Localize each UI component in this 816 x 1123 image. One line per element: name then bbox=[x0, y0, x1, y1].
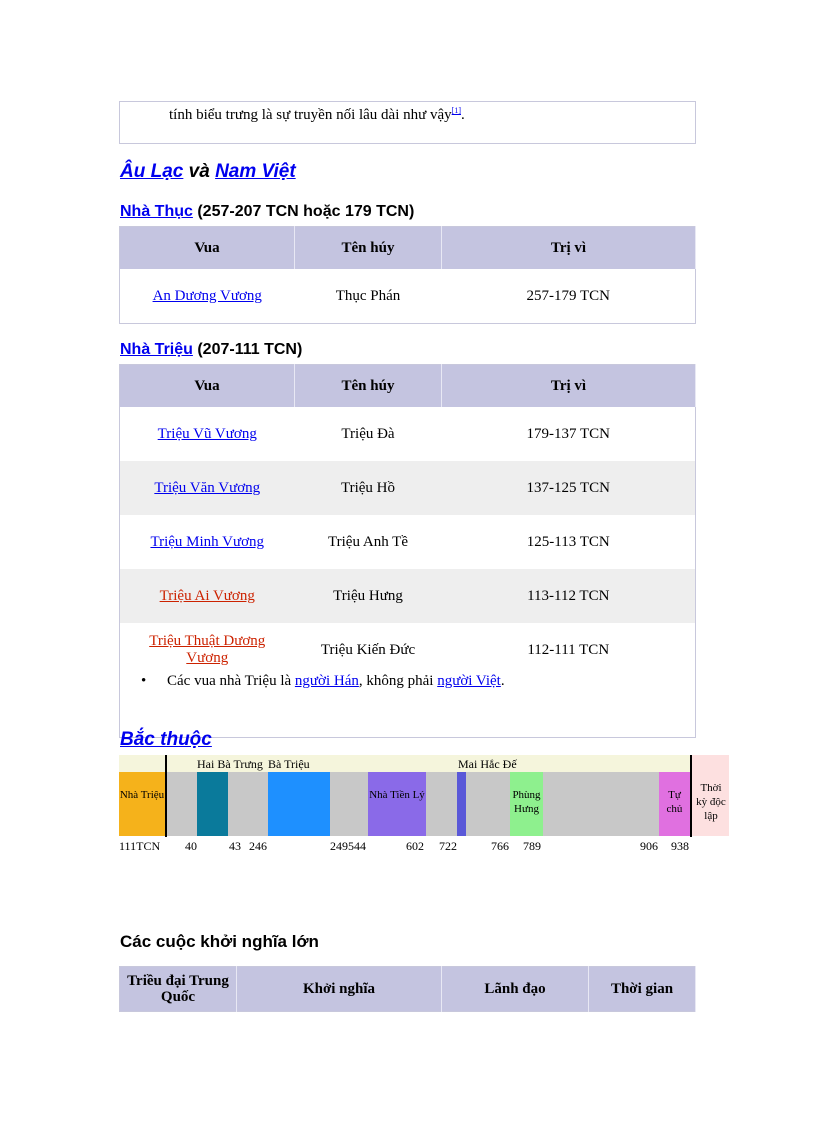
heading-nha-thuc: Nhà Thục (257-207 TCN hoặc 179 TCN) bbox=[120, 203, 415, 220]
col-header-king: Vua bbox=[120, 227, 295, 270]
given-name: Triệu Anh Tề bbox=[327, 533, 408, 550]
year-label: 906 bbox=[640, 839, 658, 853]
segment-mai-hac-de bbox=[457, 772, 466, 836]
col-header-uprising: Khởi nghĩa bbox=[237, 967, 442, 1012]
col-header-name: Tên húy bbox=[295, 227, 442, 270]
king-link[interactable]: An Dương Vương bbox=[152, 287, 262, 304]
table-row bbox=[120, 569, 696, 623]
table-row bbox=[120, 269, 696, 324]
reign: 137-125 TCN bbox=[442, 461, 696, 515]
label-mai-hac-de: Mai Hắc Đế bbox=[458, 757, 517, 771]
col-header-leader: Lãnh đạo bbox=[442, 967, 589, 1012]
given-name: Triệu Đà bbox=[341, 425, 395, 442]
link-nam-viet[interactable]: Nam Việt bbox=[215, 161, 296, 182]
segment-thoi-ky-doc-lap: Thời kỳ độc lập bbox=[692, 755, 729, 836]
table-row bbox=[120, 515, 696, 569]
year-label: 602 bbox=[406, 839, 424, 853]
year-label: 722 bbox=[439, 839, 457, 853]
segment-ba-trieu bbox=[268, 772, 330, 836]
segment-gray bbox=[466, 772, 510, 836]
year-label: 789 bbox=[523, 839, 541, 853]
intro-text: tính biểu trưng là sự truyền nối lâu dài như vậy[1]. bbox=[169, 106, 465, 123]
heading-uprisings: Các cuộc khởi nghĩa lớn bbox=[120, 932, 319, 951]
col-header-name: Tên húy bbox=[295, 365, 442, 408]
segment-gray bbox=[228, 772, 268, 836]
heading-bac-thuoc bbox=[120, 729, 212, 751]
segment-nha-trieu: Nhà Triệu bbox=[119, 772, 165, 836]
col-header-time: Thời gian bbox=[589, 967, 696, 1012]
segment-phung-hung: Phùng Hưng bbox=[510, 772, 543, 836]
year-label: 43 bbox=[229, 839, 241, 853]
col-header-dynasty: Triều đại Trung Quốc bbox=[120, 967, 237, 1012]
king-link[interactable]: Triệu Vũ Vương bbox=[157, 425, 257, 442]
given-name: Triệu Hồ bbox=[295, 461, 442, 515]
year-label: 246 bbox=[249, 839, 267, 853]
uprising-table bbox=[119, 966, 696, 1012]
segment-gray bbox=[330, 772, 368, 836]
reign: 113-112 TCN bbox=[442, 569, 696, 623]
intro-box bbox=[119, 101, 696, 144]
col-header-reign: Trị vì bbox=[442, 365, 696, 408]
link-nha-thuc[interactable]: Nhà Thục bbox=[120, 203, 193, 220]
segment-nha-tien-ly: Nhà Tiền Lý bbox=[368, 772, 426, 836]
table-row bbox=[120, 461, 696, 515]
link-au-lac[interactable]: Âu Lạc bbox=[120, 161, 184, 182]
given-name: Thục Phán bbox=[335, 287, 401, 304]
year-label: 249 bbox=[330, 839, 348, 853]
year-label: 766 bbox=[491, 839, 509, 853]
king-link[interactable]: Triệu Minh Vương bbox=[150, 533, 265, 550]
given-name: Triệu Hưng bbox=[295, 569, 442, 623]
reign: 112-111 TCN bbox=[527, 641, 610, 658]
link-nguoi-han[interactable]: người Hán bbox=[294, 673, 359, 689]
reign: 125-113 TCN bbox=[526, 533, 610, 550]
king-link[interactable]: Triệu Thuật Dương Vương bbox=[149, 633, 266, 666]
year-label: 544 bbox=[348, 839, 366, 853]
king-link[interactable]: Triệu Văn Vương bbox=[154, 479, 261, 496]
section-heading-au-lac: Âu Lạc và Nam Việt bbox=[120, 161, 296, 182]
segment-gray bbox=[426, 772, 457, 836]
reference-link[interactable]: [1] bbox=[451, 106, 461, 115]
thuc-table bbox=[119, 226, 696, 324]
link-nguoi-viet[interactable]: người Việt bbox=[437, 673, 501, 689]
reign: 257-179 TCN bbox=[526, 287, 610, 304]
segment-gray bbox=[167, 772, 197, 836]
segment-gray bbox=[543, 772, 659, 836]
given-name: Triệu Kiến Đức bbox=[320, 641, 416, 658]
year-label: 111TCN bbox=[119, 839, 161, 853]
col-header-reign: Trị vì bbox=[442, 227, 696, 270]
heading-nha-trieu: Nhà Triệu (207-111 TCN) bbox=[120, 341, 303, 358]
king-link[interactable]: Triệu Ai Vương bbox=[159, 587, 255, 604]
table-row bbox=[120, 407, 696, 461]
reign: 179-137 TCN bbox=[526, 425, 610, 442]
table-row bbox=[120, 623, 696, 677]
year-label: 938 bbox=[671, 839, 689, 853]
col-header-king: Vua bbox=[120, 365, 295, 408]
label-ba-trieu: Bà Triệu bbox=[268, 757, 310, 771]
link-nha-trieu[interactable]: Nhà Triệu bbox=[120, 341, 193, 358]
segment-hai-ba-trung bbox=[197, 772, 228, 836]
year-label: 40 bbox=[185, 839, 197, 853]
label-hai-ba-trung: Hai Bà Trưng bbox=[197, 757, 263, 771]
segment-tu-chu: Tự chủ bbox=[659, 772, 690, 836]
bac-thuoc-timeline bbox=[119, 755, 729, 855]
link-bac-thuoc[interactable]: Bắc thuộc bbox=[120, 729, 212, 750]
